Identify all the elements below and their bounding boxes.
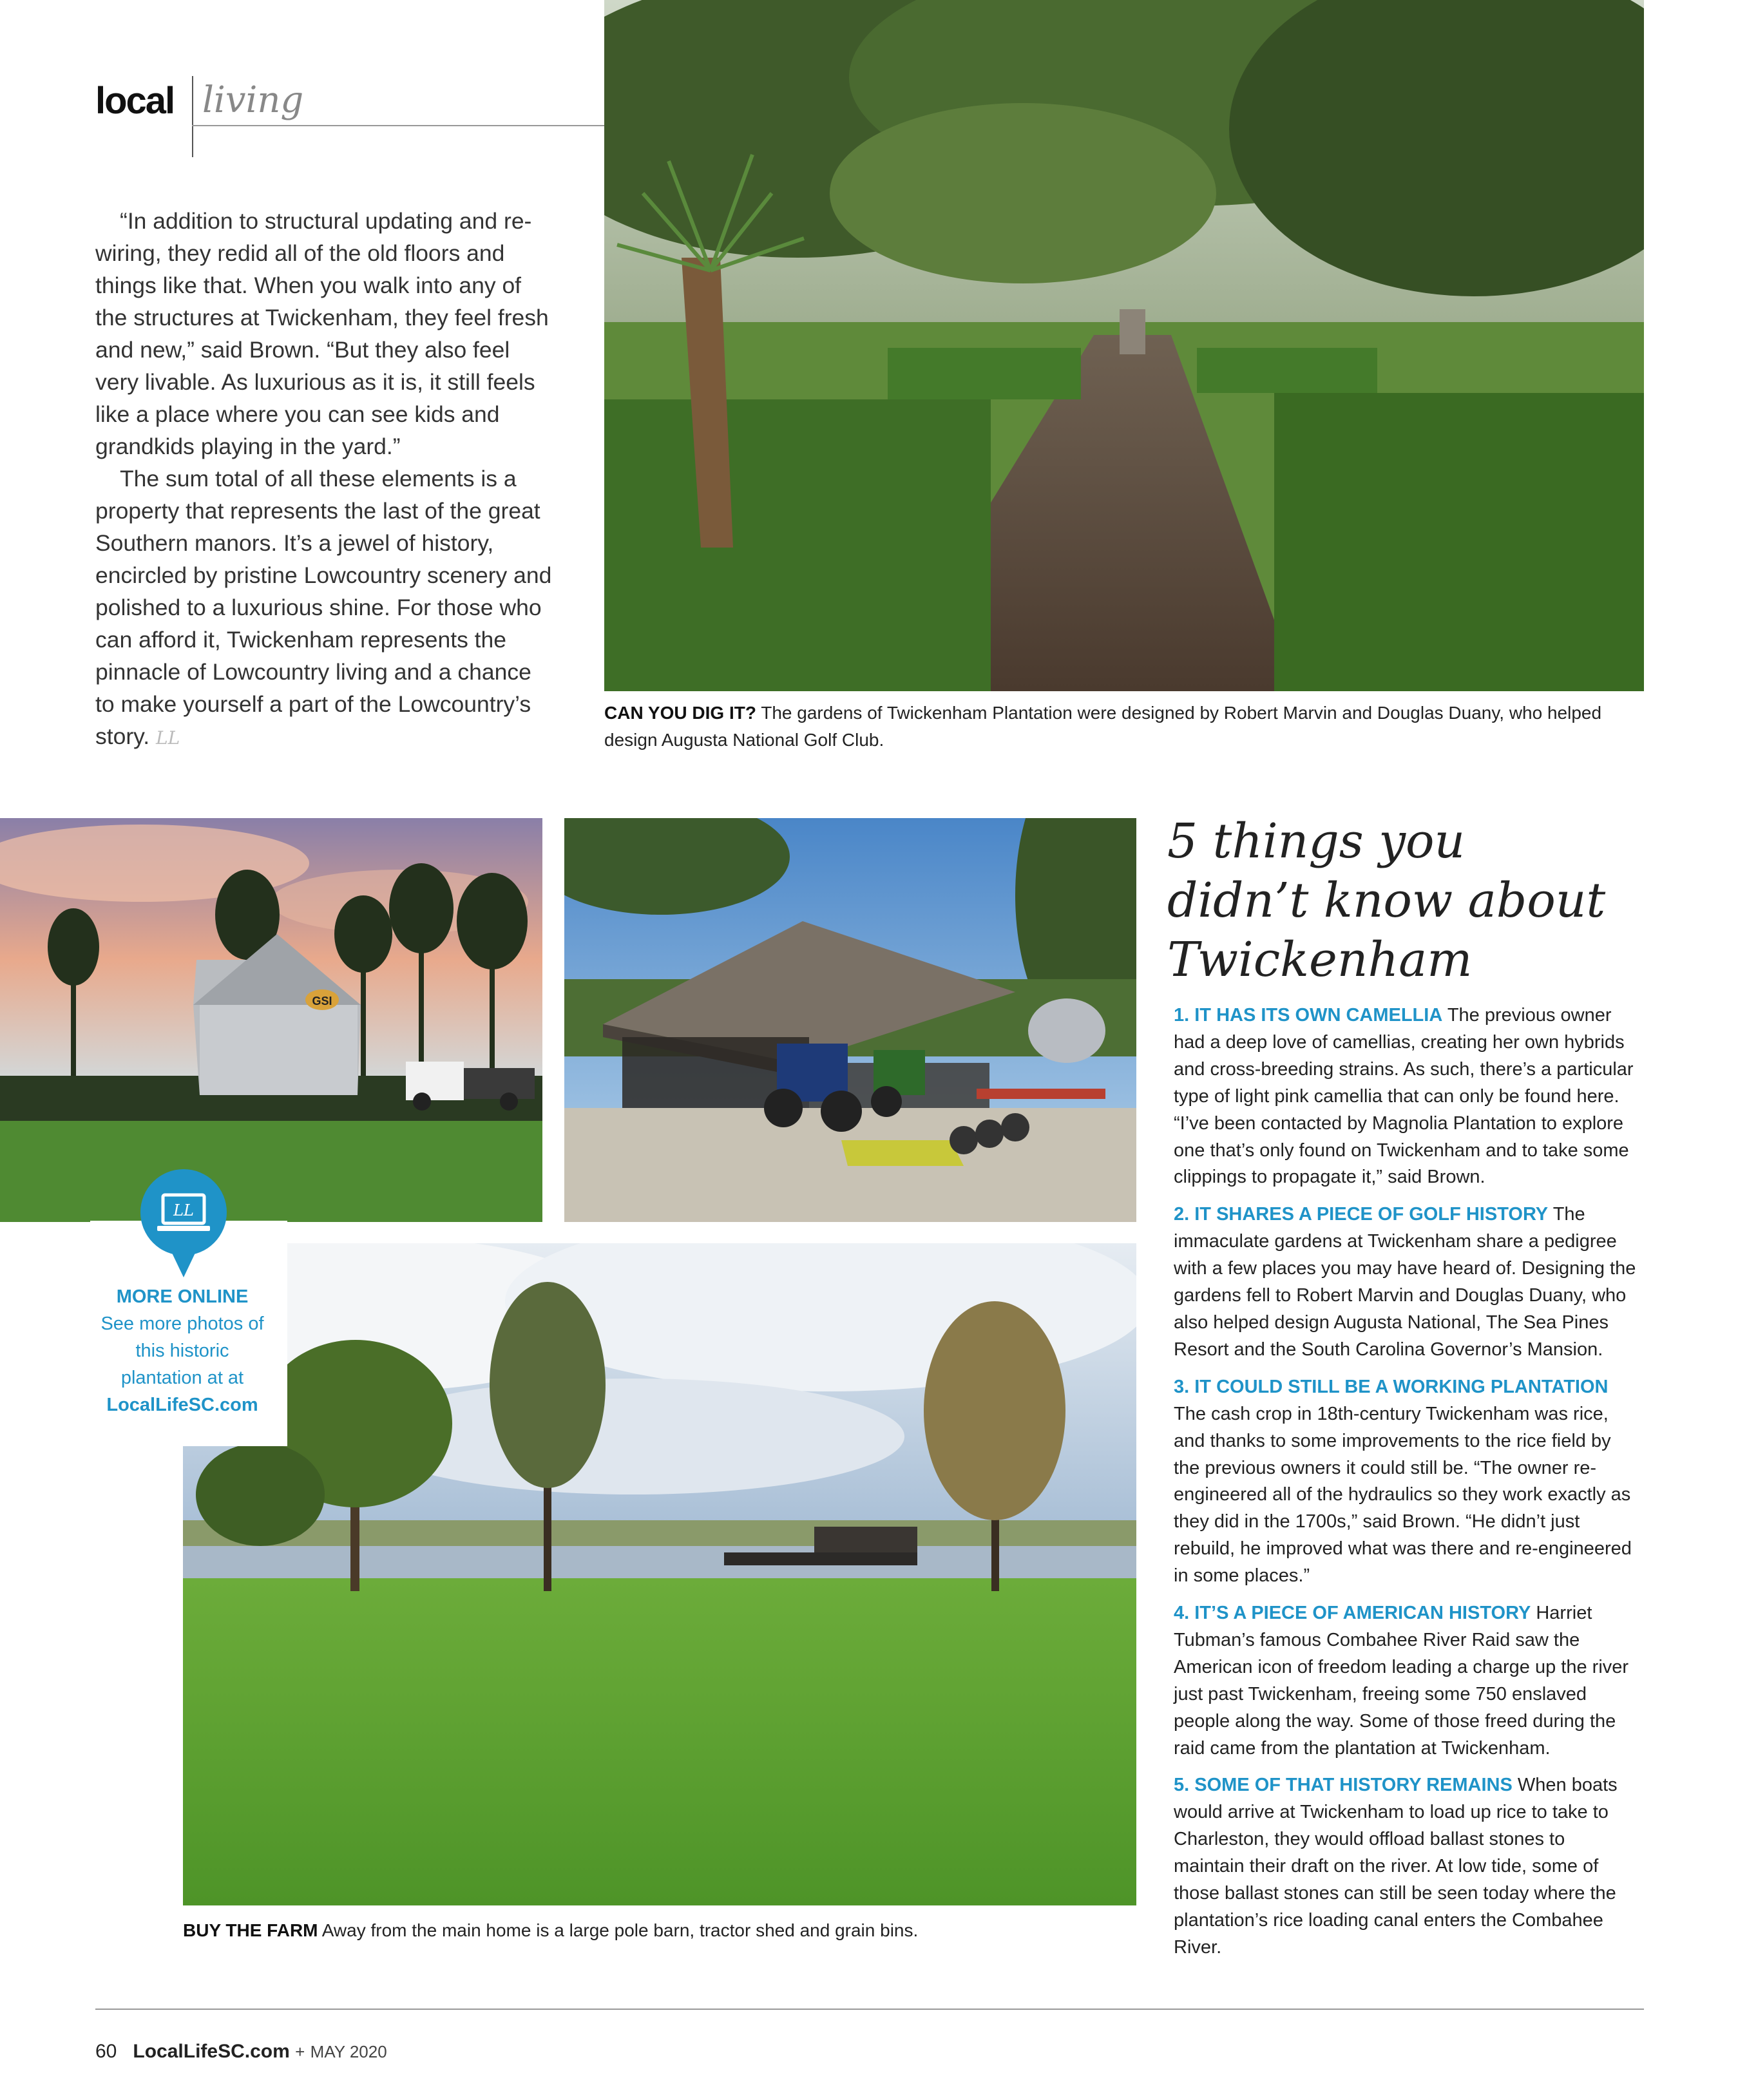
barn-photo [564,818,1136,1222]
laptop-icon: LL [173,1201,194,1219]
footer [95,2042,387,2061]
body-paragraph-2 [95,463,554,754]
footer-date: MAY 2020 [310,2042,387,2061]
brand-separator [192,76,193,157]
header-rule [192,125,604,126]
footer-separator: + [295,2042,305,2061]
sidebar-item-3 [1174,1374,1638,1590]
brand-local: local [95,80,175,122]
sidebar-item-3-head: 3. IT COULD STILL BE A WORKING PLANTATION [1174,1376,1609,1397]
silo-photo [0,818,542,1222]
sidebar-item-4-head: 4. IT’S A PIECE OF AMERICAN HISTORY [1174,1603,1531,1624]
lawn-photo [183,1243,1136,1905]
brand-living: living [202,79,304,121]
sidebar-item-1-text: The previous owner had a deep love of camellias, creating her own hybrids and cross-breeding strains. As such, there’s a particular type of light pink camellia that can only be found here. “I’ve been contacted by Magnolia Plantation to explore one that’s only found on Twickenham and to take some clippings to propagate it,” said Brown. [1174,1005,1634,1188]
farm-caption [183,1917,1136,1944]
garden-caption-head: CAN YOU DIG IT? [604,703,756,723]
sidebar-list [1174,1002,1638,1972]
end-sign: LL [156,727,180,749]
more-online-text [97,1283,268,1418]
garden-caption-text: The gardens of Twickenham Plantation were designed by Robert Marvin and Douglas Duany, who helped design Augusta National Golf Club. [604,703,1602,750]
sidebar-item-3-text: The cash crop in 18th-century Twickenham was rice, and thanks to some improvements to the rice field by the previous owners it could still be. “The owner re-engineered all of the hydraulics so they work exactly as they did in the 1700s,” said Brown. “He didn’t just rebuild, he improved what was there and re-engineered in some places.” [1174,1403,1632,1587]
sidebar-item-2-head: 2. IT SHARES A PIECE OF GOLF HISTORY [1174,1204,1549,1225]
body-paragraph-1: “In addition to structural updating and re-wiring, they redid all of the old floors and things like that. When you walk into any of the structures at Twickenham, they feel fresh and new,” said Brown. “But they also feel very livable. As luxurious as it is, it still feels like a place where you can see kids and grandkids playing in the yard.” [95,208,549,459]
sidebar-item-4-text: Harriet Tubman’s famous Combahee River Raid saw the American icon of freedom leading a charge up the river just past Twickenham, freeing some 750 enslaved people along the way. Some of those freed during the raid came from the plantation at Twickenham. [1174,1603,1629,1759]
farm-caption-head: BUY THE FARM [183,1920,318,1940]
sidebar-item-1-head: 1. IT HAS ITS OWN CAMELLIA [1174,1005,1443,1026]
sidebar-item-1 [1174,1002,1638,1191]
footer-site[interactable]: LocalLifeSC.com [133,2041,290,2062]
sidebar-item-2 [1174,1201,1638,1363]
sidebar-item-2-text: The immaculate gardens at Twickenham share a pedigree with a few places you may have heard of. Designing the gardens fell to Robert Marvin and Douglas Duany, who also helped design Augusta National, The Sea Pines Resort and the South Carolina Governor’s Mansion. [1174,1204,1636,1360]
more-online-description: See more photos of this historic plantation at at [100,1313,264,1388]
sidebar-item-4 [1174,1600,1638,1762]
more-online-link[interactable]: LocalLifeSC.com [106,1395,258,1415]
farm-caption-text: Away from the main home is a large pole barn, tractor shed and grain bins. [321,1920,919,1940]
footer-rule [95,2009,1644,2010]
sidebar-item-5-head: 5. SOME OF THAT HISTORY REMAINS [1174,1775,1513,1796]
sidebar-item-5-text: When boats would arrive at Twickenham to load up rice to take to Charleston, they would offload ballast stones to maintain their draft on the river. At low tide, some of those ballast stones can still be seen today where the plantation’s rice loading canal enters the Combahee River. [1174,1775,1618,1958]
silo-label: GSI [312,995,332,1007]
body-paragraph-2-text: The sum total of all these elements is a property that represents the last of the great Southern manors. It’s a jewel of history, encircled by pristine Lowcountry scenery and polished to a luxurious shine. For those who can afford it, Twickenham represents the pinnacle of Lowcountry living and a chance to make yourself a part of the Lowcountry’s story. [95,466,552,749]
sidebar-title: 5 things you didn’t know about Twickenham [1167,814,1606,988]
garden-caption [604,700,1644,754]
article-body [95,205,554,754]
sidebar-item-5 [1174,1772,1638,1961]
garden-photo [604,0,1644,691]
page-number: 60 [95,2041,117,2062]
more-online-badge[interactable] [140,1169,227,1277]
more-online-title: MORE ONLINE [116,1286,249,1307]
